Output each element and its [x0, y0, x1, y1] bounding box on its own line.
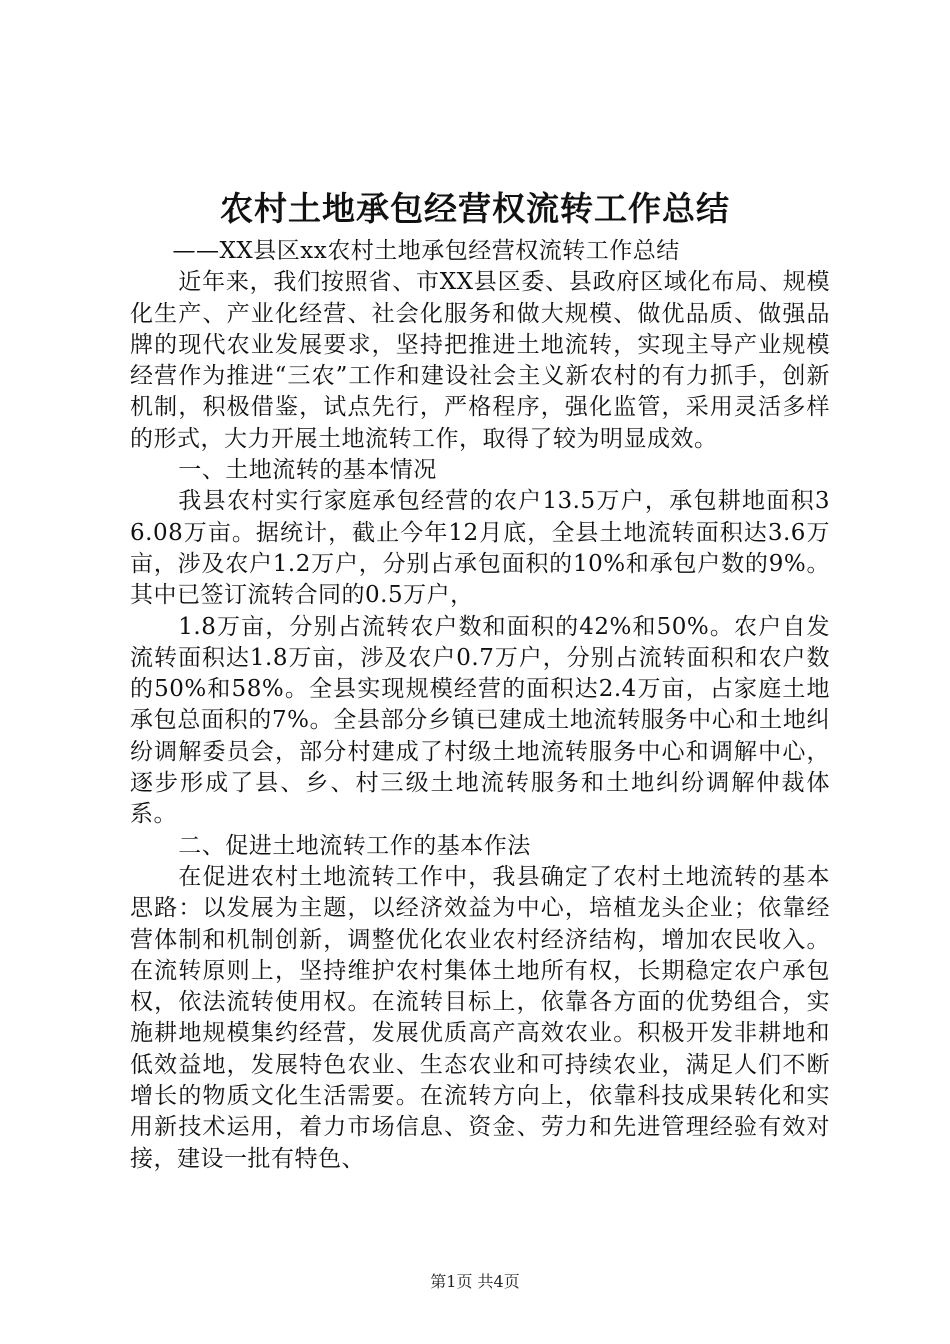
- page-footer: 第1页 共4页: [430, 1272, 520, 1291]
- document-body: [130, 236, 830, 1175]
- paragraph-basic-situation: 我县农村实行家庭承包经营的农户13.5万户，承包耕地面积36.08万亩。据统计，截止今年12月底，全县土地流转面积达3.6万亩，涉及农户1.2万户，分别占承包面积的10%和承包户数的9%。其中已签订流转合同的0.5万户，: [130, 488, 830, 609]
- paragraph-intro: 近年来，我们按照省、市XX县区委、县政府区域化布局、规模化生产、产业化经营、社会化服务和做大规模、做优品质、做强品牌的现代农业发展要求，坚持把推进土地流转，实现主导产业规模经营作为推进“三农”工作和建设社会主义新农村的有力抓手，创新机制，积极借鉴，试点先行，严格程序，强化监管，采用灵活多样的形式，大力开展土地流转工作，取得了较为明显成效。: [130, 269, 830, 452]
- document-subtitle: ——XX县区xx农村土地承包经营权流转工作总结: [172, 238, 680, 264]
- section-heading-2: 二、促进土地流转工作的基本作法: [178, 832, 531, 859]
- paragraph-basic-practice: 在促进农村土地流转工作中，我县确定了农村土地流转的基本思路：以发展为主题，以经济效益为中心，培植龙头企业；依靠经营体制和机制创新，调整优化农业农村经济结构，增加农民收入。在流转原则上，坚持维护农村集体土地所有权，长期稳定农户承包权，依法流转使用权。在流转目标上，依靠各方面的优势组合，实施耕地规模集约经营，发展优质高产高效农业。积极开发非耕地和低效益地，发展特色农业、生态农业和可持续农业，满足人们不断增长的物质文化生活需要。在流转方向上，依靠科技成果转化和实用新技术运用，着力市场信息、资金、劳力和先进管理经验有效对接，建设一批有特色、: [130, 863, 830, 1172]
- paragraph-basic-situation-continued: 1.8万亩，分别占流转农户数和面积的42%和50%。农户自发流转面积达1.8万亩，涉及农户0.7万户，分别占流转面积和农户数的50%和58%。全县实现规模经营的面积达2.4万亩，占家庭土地承包总面积的7%。全县部分乡镇已建成土地流转服务中心和土地纠纷调解委员会，部分村建成了村级土地流转服务中心和调解中心，逐步形成了县、乡、村三级土地流转服务和土地纠纷调解仲裁体系。: [130, 613, 830, 828]
- section-heading-1: 一、土地流转的基本情况: [178, 457, 437, 484]
- document-title: 农村土地承包经营权流转工作总结: [220, 189, 730, 228]
